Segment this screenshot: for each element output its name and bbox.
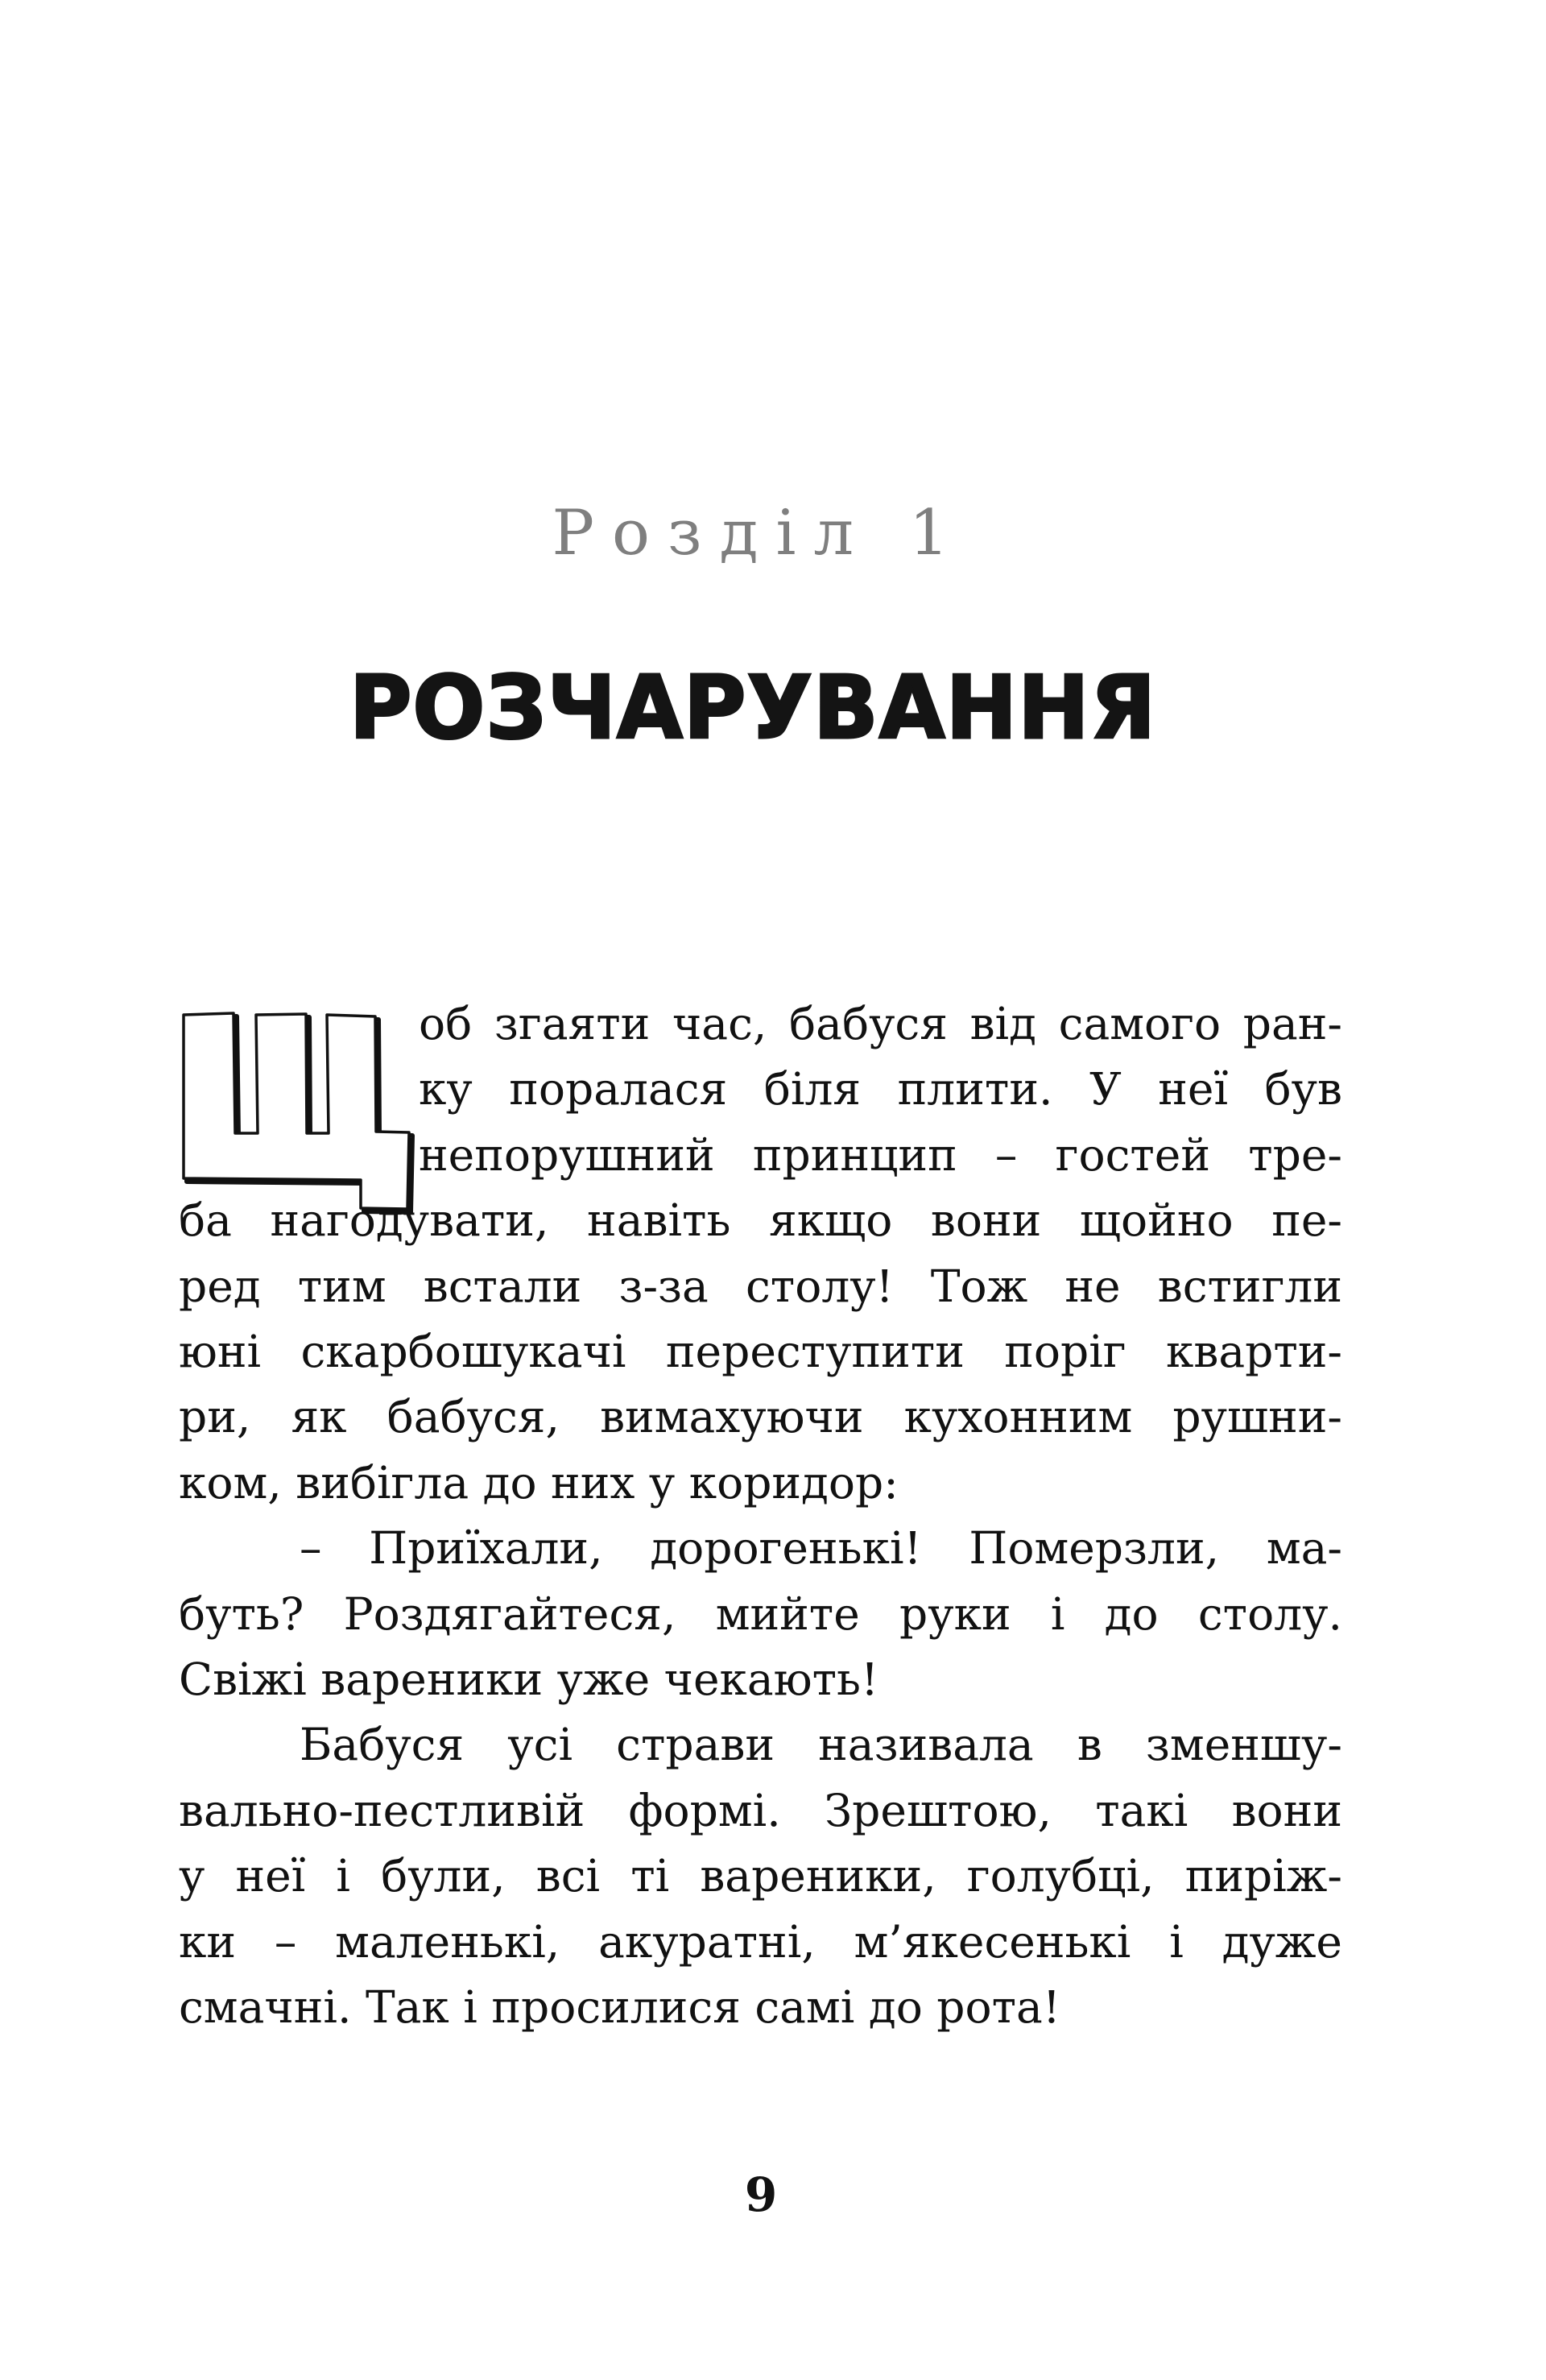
dialogue-line: – Приїхали, дорогенькі! Померзли, ма-: [300, 1522, 1342, 1574]
text-line: смачні. Так і просилися самі до рота!: [179, 1981, 1060, 2033]
text-line: вально-пестливій формі. Зрештою, такі вони: [179, 1785, 1342, 1836]
text-line: буть? Роздягайтеся, мийте руки і до столу.: [179, 1588, 1342, 1640]
chapter-label: Розділ 1: [552, 497, 967, 569]
text-line: ред тим встали з-за столу! Тож не встигли: [179, 1260, 1342, 1312]
text-line: у неї і були, всі ті вареники, голубці, пиріж-: [179, 1850, 1342, 1902]
text-line: об згаяти час, бабуся від самого ран-: [419, 998, 1342, 1049]
text-line: Свіжі вареники уже чекають!: [179, 1654, 879, 1705]
text-line: непорушний принцип – гостей тре-: [419, 1129, 1342, 1181]
text-line: ком, вибігла до них у коридор:: [179, 1457, 899, 1509]
text-line: ри, як бабуся, вимахуючи кухонним рушни-: [179, 1391, 1342, 1442]
dropcap-letter-icon: [176, 1007, 417, 1216]
text-line: юні скарбошукачі переступити поріг кварти-: [179, 1326, 1342, 1377]
paragraph-start-line: Бабуся усі страви називала в зменшу-: [300, 1719, 1342, 1770]
text-line: ку поралася біля плити. У неї був: [419, 1063, 1342, 1115]
chapter-title: РОЗЧАРУВАННЯ: [349, 658, 1157, 759]
text-line: ки – маленькі, акуратні, м’якесенькі і дуже: [179, 1916, 1342, 1968]
text-line: ба нагодувати, навіть якщо вони щойно пе-: [179, 1194, 1342, 1246]
page-number: 9: [744, 2167, 778, 2222]
